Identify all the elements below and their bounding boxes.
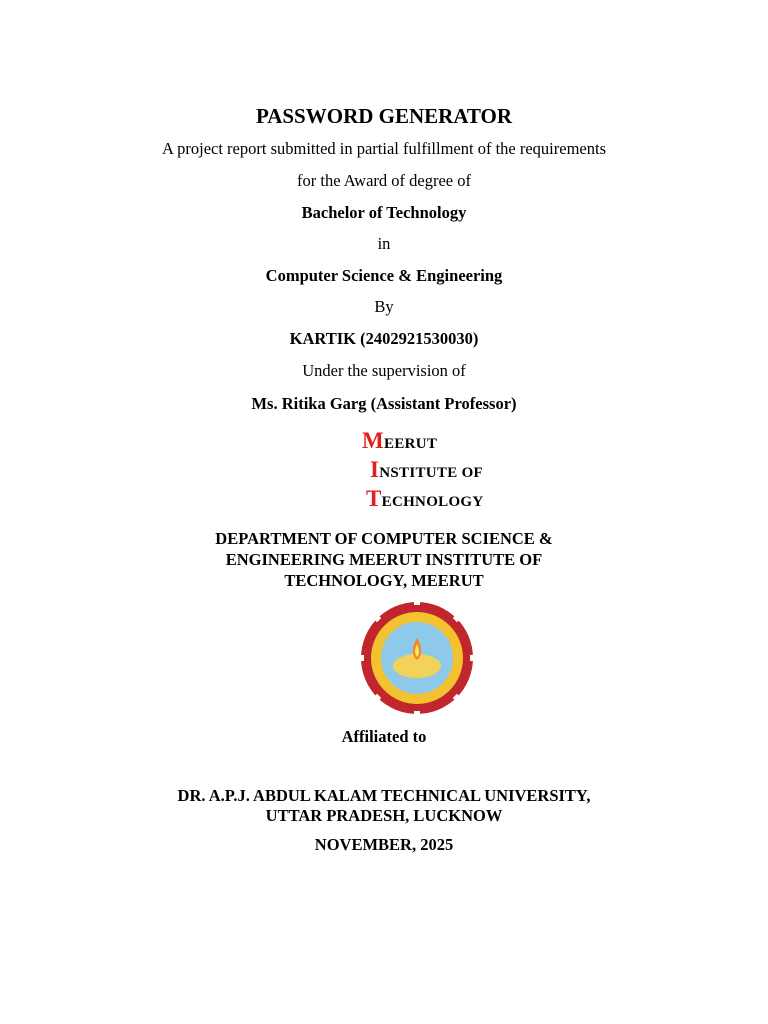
supervisor-name: Ms. Ritika Garg (Assistant Professor) [251, 394, 517, 413]
report-title: PASSWORD GENERATOR [255, 104, 513, 128]
logo-row-1 [362, 428, 437, 454]
degree-name: Bachelor of Technology [301, 203, 467, 222]
department-line-2: ENGINEERING MEERUT INSTITUTE OF [225, 550, 543, 569]
university-line-1: DR. A.P.J. ABDUL KALAM TECHNICAL UNIVERSITY, [177, 786, 591, 805]
logo-rest-1: EERUT [384, 436, 438, 452]
logo-cap-1: M [362, 428, 385, 453]
by-word: By [374, 297, 394, 316]
university-seal-icon [354, 600, 480, 716]
university-line-2: UTTAR PRADESH, LUCKNOW [265, 806, 503, 825]
subtitle-line-2: for the Award of degree of [297, 171, 471, 190]
logo-cap-3: T [366, 486, 382, 511]
report-date: NOVEMBER, 2025 [314, 835, 454, 854]
department-line-1: DEPARTMENT OF COMPUTER SCIENCE & [215, 529, 553, 548]
department-line-3: TECHNOLOGY, MEERUT [284, 571, 484, 590]
logo-rest-2: NSTITUTE OF [379, 465, 484, 481]
in-word: in [377, 234, 391, 253]
branch-name: Computer Science & Engineering [265, 266, 503, 285]
affiliated-label: Affiliated to [341, 727, 427, 746]
subtitle-line-1: A project report submitted in partial fulfillment of the requirements [161, 139, 606, 158]
logo-rest-3: ECHNOLOGY [381, 494, 484, 510]
logo-row-3 [366, 486, 484, 512]
logo-cap-2: I [370, 457, 380, 482]
institute-logo [362, 428, 492, 514]
supervision-label: Under the supervision of [302, 361, 466, 380]
logo-row-2 [370, 457, 483, 483]
student-name: KARTIK (2402921530030) [289, 329, 479, 348]
